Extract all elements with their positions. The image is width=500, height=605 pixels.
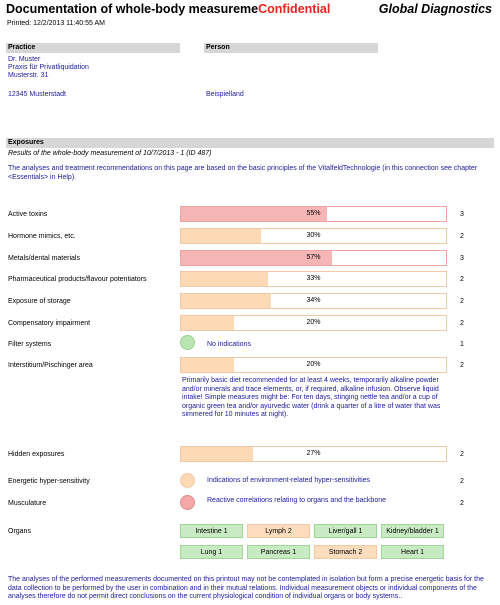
organ-pancreas: Pancreas 1 — [247, 545, 310, 559]
rating-value: 2 — [460, 298, 464, 305]
rating-value: 2 — [460, 276, 464, 283]
exposures-heading: Exposures — [6, 138, 494, 148]
meter-hidden — [180, 446, 447, 462]
title-text: Documentation of whole-body measureme — [6, 2, 259, 16]
meter-value: 27% — [306, 450, 321, 457]
practice-city: 12345 Musterstadt — [8, 91, 66, 98]
organ-lymph: Lymph 2 — [247, 524, 310, 538]
rating-value: 3 — [460, 211, 464, 218]
rating-value: 2 — [460, 320, 464, 327]
meter-value: 33% — [306, 275, 321, 282]
organ-heart: Heart 1 — [381, 545, 444, 559]
row-label: Metals/dental materials — [8, 255, 80, 262]
energetic-indicator-dot — [180, 473, 195, 488]
meter-value: 57% — [306, 254, 321, 261]
filter-indicator-dot — [180, 335, 195, 350]
person-heading: Person — [204, 43, 378, 53]
rating-value: 3 — [460, 255, 464, 262]
meter-value: 55% — [306, 210, 321, 217]
meter-hormone-mimics — [180, 228, 447, 244]
rating-value: 2 — [460, 233, 464, 240]
energetic-label: Energetic hyper-sensitivity — [8, 478, 90, 485]
filter-indicator-text: No indications — [207, 341, 251, 348]
recommendation-text: Primarily basic diet recommended for at least 4 weeks, temporarily alkaline powder and/or minerals and trace elements, or, if required, alkaline infusion. Observe liquid intake! Simple measures might be: For ten days, stinging nettle tea and/or a cup of organic green tea and/or ayurvedic water (drink a quarter of a litre of water that was simmered for 10 minutes at night). — [182, 377, 441, 418]
meter-storage — [180, 293, 447, 309]
document-title — [6, 2, 330, 16]
meter-compensatory — [180, 315, 447, 331]
organ-stomach: Stomach 2 — [314, 545, 377, 559]
practice-name: Dr. Muster — [8, 56, 41, 63]
printed-timestamp: Printed: 12/2/2013 11:40:55 AM — [7, 20, 105, 27]
organ-liver-gall: Liver/gall 1 — [314, 524, 377, 538]
meter-value: 20% — [306, 361, 321, 368]
musculature-label: Musculature — [8, 500, 47, 507]
meter-metals — [180, 250, 447, 266]
meter-value: 30% — [306, 232, 321, 239]
filter-rating: 1 — [460, 341, 464, 348]
row-label: Pharmaceutical products/flavour potentiators — [8, 276, 147, 283]
meter-interstitium — [180, 357, 447, 373]
disclaimer-footer: The analyses of the performed measurements documented on this printout may not be contemplated in isolation but form a precise energetic basis for the data collection to be performed by the user in combination and in their mutual relations. Individual measurement objects or individual components of the analyses therefore do not permit direct conclusions on the current physiological condition of individual organs or body systems.. — [8, 576, 484, 600]
organ-lung: Lung 1 — [180, 545, 243, 559]
musculature-rating: 2 — [460, 500, 464, 507]
filter-label: Filter systems — [8, 341, 52, 348]
meter-active-toxins — [180, 206, 447, 222]
meter-pharmaceutical — [180, 271, 447, 287]
organ-intestine: Intestine 1 — [180, 524, 243, 538]
interstitium-label: Interstitium/Pischinger area — [8, 362, 93, 369]
interstitium-rating: 2 — [460, 362, 464, 369]
person-name: Beispielland — [206, 91, 244, 98]
energetic-rating: 2 — [460, 478, 464, 485]
row-label: Exposure of storage — [8, 298, 71, 305]
results-subtitle: Results of the whole-body measurement of 10/7/2013 - 1 (ID 487) — [8, 150, 212, 157]
practice-street: Musterstr. 31 — [8, 72, 49, 79]
intro-text: The analyses and treatment recommendations on this page are based on the basic principles of the VitalfeldTechnologie (in this connection see chapter <Essentials> in Help). — [8, 165, 478, 181]
meter-value: 34% — [306, 297, 321, 304]
practice-heading: Practice — [6, 43, 180, 53]
organs-label: Organs — [8, 528, 31, 535]
energetic-indicator-text: Indications of environment-related hyper-sensitivities — [207, 477, 371, 484]
meter-value: 20% — [306, 319, 321, 326]
hidden-rating: 2 — [460, 451, 464, 458]
organ-kidney-bladder: Kidney/bladder 1 — [381, 524, 444, 538]
musculature-indicator-dot — [180, 495, 195, 510]
title-row — [6, 2, 494, 20]
row-label: Hormone mimics, etc. — [8, 233, 76, 240]
row-label: Compensatory impairment — [8, 320, 91, 327]
row-label: Active toxins — [8, 211, 48, 218]
hidden-label: Hidden exposures — [8, 451, 65, 458]
practice-line2: Praxis für Privatliquidation — [8, 64, 89, 71]
confidential-mark: Confidential — [258, 2, 331, 16]
musculature-indicator-text: Reactive correlations relating to organs and the backbone — [207, 497, 386, 504]
brand-name: Global Diagnostics — [378, 2, 492, 16]
